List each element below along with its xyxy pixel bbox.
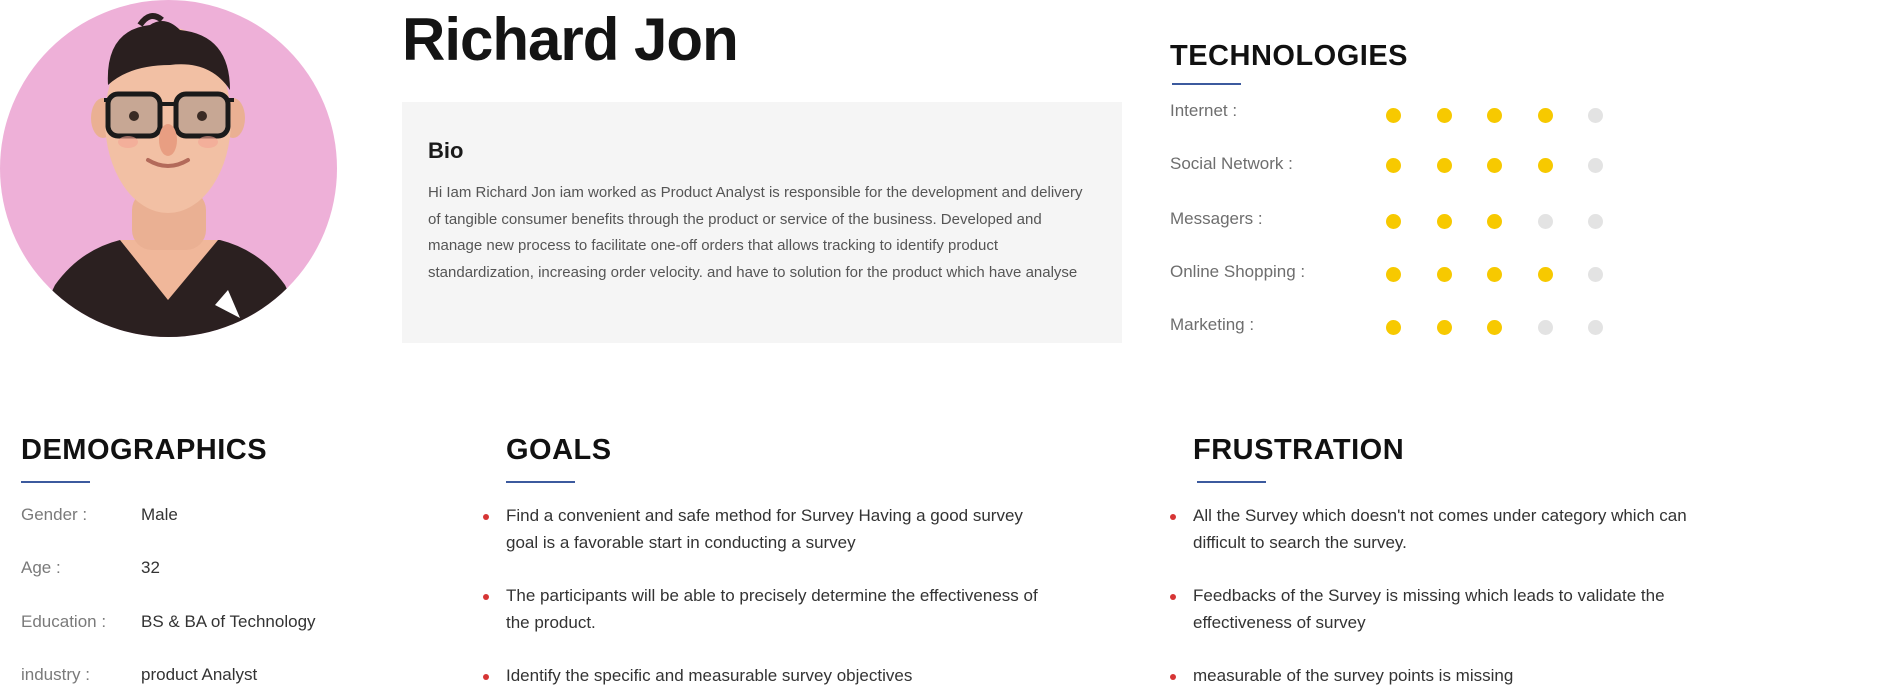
rating-dot — [1487, 108, 1502, 123]
demo-label-age: Age : — [21, 558, 61, 577]
rating-dot — [1588, 214, 1603, 229]
rating-dot — [1437, 108, 1452, 123]
bullet-icon — [483, 674, 489, 680]
technologies-title: TECHNOLOGIES — [1170, 40, 1409, 72]
bullet-icon — [483, 514, 489, 520]
rating-dot — [1538, 158, 1553, 173]
bio-card — [402, 102, 1122, 343]
bullet-icon — [1170, 514, 1176, 520]
demo-label-education: Education : — [21, 612, 107, 631]
demo-value-education: BS & BA of Technology — [141, 612, 316, 631]
tech-label-social-network: Social Network : — [1170, 154, 1293, 173]
bio-title: Bio — [428, 138, 464, 163]
rating-dot — [1588, 158, 1603, 173]
rating-dot — [1437, 214, 1452, 229]
frustration-underline — [1197, 481, 1266, 483]
frustration-item: measurable of the survey points is missing — [1193, 666, 1514, 685]
demo-label-gender: Gender : — [21, 505, 88, 524]
rating-dot — [1538, 108, 1553, 123]
demographics-title: DEMOGRAPHICS — [21, 434, 268, 466]
rating-dot — [1386, 158, 1401, 173]
rating-dot — [1487, 267, 1502, 282]
demo-value-industry: product Analyst — [141, 665, 258, 684]
rating-dot — [1538, 320, 1553, 335]
goal-item: The participants will be able to precisely determine the effectiveness of the product. — [506, 586, 1038, 632]
demo-value-age: 32 — [141, 558, 160, 577]
person-avatar-illustration — [0, 0, 337, 337]
rating-dot — [1588, 320, 1603, 335]
goal-item: Find a convenient and safe method for Survey Having a good survey goal is a favorable start in conducting a survey — [506, 506, 1023, 552]
rating-dot — [1437, 158, 1452, 173]
rating-dot — [1386, 320, 1401, 335]
frustration-item: All the Survey which doesn't not comes under category which can difficult to search the survey. — [1193, 506, 1687, 552]
rating-dot — [1386, 108, 1401, 123]
bullet-icon — [1170, 674, 1176, 680]
goals-underline — [506, 481, 575, 483]
avatar — [0, 0, 337, 337]
tech-label-online-shopping: Online Shopping : — [1170, 262, 1306, 281]
tech-label-internet: Internet : — [1170, 101, 1238, 120]
frustration-title: FRUSTRATION — [1193, 434, 1405, 466]
rating-dot — [1437, 320, 1452, 335]
rating-dot — [1487, 158, 1502, 173]
rating-dot — [1538, 214, 1553, 229]
rating-dot — [1386, 214, 1401, 229]
rating-dot — [1487, 320, 1502, 335]
rating-dot — [1487, 214, 1502, 229]
demo-label-industry: industry : — [21, 665, 90, 684]
goals-title: GOALS — [506, 434, 612, 466]
frustration-item: Feedbacks of the Survey is missing which leads to validate the effectiveness of survey — [1193, 586, 1665, 632]
bio-text: Hi Iam Richard Jon iam worked as Product Analyst is responsible for the development and delivery of tangible consumer benefits through the product or service of the business. Developed and manage new process to facilitate one-off orders that allows tracking to identify product standardization, increasing order velocity. and have to solution for the product which have analyse — [428, 184, 1083, 281]
rating-dot — [1588, 108, 1603, 123]
demo-value-gender: Male — [141, 505, 178, 524]
goal-item: Identify the specific and measurable survey objectives — [506, 666, 913, 685]
demographics-underline — [21, 481, 90, 483]
tech-label-messagers: Messagers : — [1170, 209, 1263, 228]
rating-dot — [1386, 267, 1401, 282]
bullet-icon — [1170, 594, 1176, 600]
profile-name: Richard Jon — [402, 6, 738, 73]
rating-dot — [1588, 267, 1603, 282]
bullet-icon — [483, 594, 489, 600]
tech-label-marketing: Marketing : — [1170, 315, 1255, 334]
rating-dot — [1538, 267, 1553, 282]
rating-dot — [1437, 267, 1452, 282]
technologies-underline — [1172, 83, 1241, 85]
